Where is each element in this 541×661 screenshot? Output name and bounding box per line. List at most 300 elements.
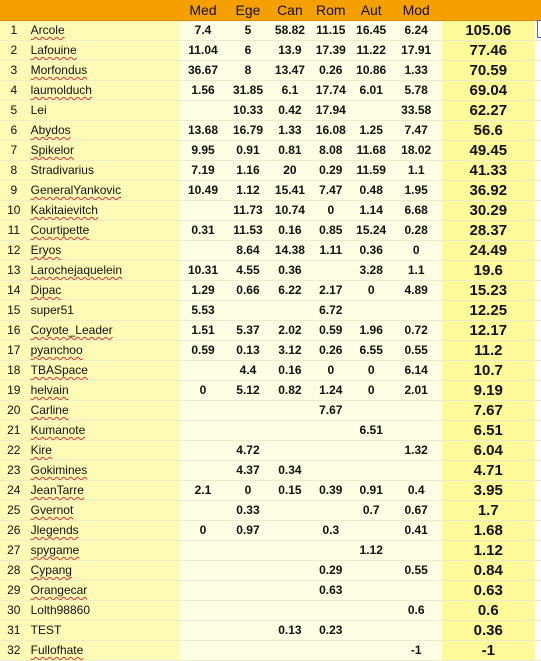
header-cell-can[interactable]: Can bbox=[270, 0, 310, 21]
score-cell-med[interactable] bbox=[180, 641, 226, 661]
score-cell-can[interactable]: 0.36 bbox=[270, 261, 310, 281]
player-name-cell[interactable] bbox=[28, 521, 180, 541]
score-cell-mod[interactable]: 1.32 bbox=[391, 441, 442, 461]
score-cell-mod[interactable]: 33.58 bbox=[391, 101, 442, 121]
score-cell-med[interactable]: 11.04 bbox=[180, 41, 226, 61]
score-cell-aut[interactable]: 1.12 bbox=[352, 541, 391, 561]
score-cell-rom[interactable]: 0.3 bbox=[310, 521, 352, 541]
score-cell-ege[interactable]: 6 bbox=[226, 41, 270, 61]
score-cell-med[interactable] bbox=[180, 601, 226, 621]
total-cell[interactable]: 6.51 bbox=[442, 421, 535, 441]
row-number-cell[interactable]: 26 bbox=[0, 521, 28, 541]
score-cell-med[interactable]: 7.19 bbox=[180, 161, 226, 181]
score-cell-med[interactable]: 0 bbox=[180, 381, 226, 401]
score-cell-can[interactable]: 6.22 bbox=[270, 281, 310, 301]
score-cell-can[interactable]: 0.81 bbox=[270, 141, 310, 161]
player-name-cell[interactable] bbox=[28, 461, 180, 481]
edge-cell[interactable] bbox=[535, 461, 541, 481]
score-cell-aut[interactable]: 0.7 bbox=[352, 501, 391, 521]
total-cell[interactable]: 12.25 bbox=[442, 301, 535, 321]
total-cell[interactable]: 49.45 bbox=[442, 141, 535, 161]
score-cell-can[interactable] bbox=[270, 581, 310, 601]
score-cell-med[interactable] bbox=[180, 421, 226, 441]
player-name-cell[interactable] bbox=[28, 101, 180, 121]
total-cell[interactable]: 11.2 bbox=[442, 341, 535, 361]
score-cell-rom[interactable]: 1.11 bbox=[310, 241, 352, 261]
row-number-cell[interactable]: 24 bbox=[0, 481, 28, 501]
score-cell-aut[interactable] bbox=[352, 561, 391, 581]
total-cell[interactable]: 36.92 bbox=[442, 181, 535, 201]
score-cell-med[interactable] bbox=[180, 621, 226, 641]
edge-cell[interactable] bbox=[535, 141, 541, 161]
score-cell-aut[interactable] bbox=[352, 621, 391, 641]
edge-cell[interactable] bbox=[535, 321, 541, 341]
score-cell-can[interactable] bbox=[270, 601, 310, 621]
edge-cell[interactable] bbox=[535, 61, 541, 81]
score-cell-can[interactable]: 15.41 bbox=[270, 181, 310, 201]
score-cell-can[interactable] bbox=[270, 301, 310, 321]
score-cell-mod[interactable]: 0.28 bbox=[391, 221, 442, 241]
score-cell-rom[interactable]: 0.29 bbox=[310, 161, 352, 181]
player-name-cell[interactable] bbox=[28, 501, 180, 521]
score-cell-ege[interactable]: 1.16 bbox=[226, 161, 270, 181]
row-number-cell[interactable]: 13 bbox=[0, 261, 28, 281]
edge-cell[interactable] bbox=[535, 421, 541, 441]
score-cell-rom[interactable]: 0 bbox=[310, 201, 352, 221]
total-cell[interactable]: 105.06 bbox=[442, 21, 535, 41]
total-cell[interactable]: 7.67 bbox=[442, 401, 535, 421]
player-name-cell[interactable] bbox=[28, 281, 180, 301]
score-cell-med[interactable] bbox=[180, 401, 226, 421]
score-cell-aut[interactable]: 16.45 bbox=[352, 21, 391, 41]
player-name-cell[interactable] bbox=[28, 181, 180, 201]
score-cell-rom[interactable]: 0.26 bbox=[310, 61, 352, 81]
total-cell[interactable]: 1.68 bbox=[442, 521, 535, 541]
score-cell-mod[interactable]: 0.72 bbox=[391, 321, 442, 341]
score-cell-aut[interactable]: 6.01 bbox=[352, 81, 391, 101]
score-cell-aut[interactable]: 10.86 bbox=[352, 61, 391, 81]
score-cell-can[interactable] bbox=[270, 641, 310, 661]
score-cell-ege[interactable] bbox=[226, 621, 270, 641]
score-cell-ege[interactable] bbox=[226, 301, 270, 321]
player-name-cell[interactable] bbox=[28, 21, 180, 41]
score-cell-med[interactable]: 36.67 bbox=[180, 61, 226, 81]
score-cell-med[interactable] bbox=[180, 461, 226, 481]
row-number-cell[interactable]: 25 bbox=[0, 501, 28, 521]
score-cell-ege[interactable] bbox=[226, 641, 270, 661]
score-cell-ege[interactable]: 5 bbox=[226, 21, 270, 41]
score-cell-rom[interactable]: 0.63 bbox=[310, 581, 352, 601]
total-cell[interactable]: 0.63 bbox=[442, 581, 535, 601]
score-cell-aut[interactable]: 0 bbox=[352, 281, 391, 301]
row-number-cell[interactable]: 31 bbox=[0, 621, 28, 641]
player-name-cell[interactable] bbox=[28, 641, 180, 661]
edge-cell[interactable] bbox=[535, 261, 541, 281]
score-cell-med[interactable]: 1.29 bbox=[180, 281, 226, 301]
score-cell-aut[interactable]: 6.55 bbox=[352, 341, 391, 361]
row-number-cell[interactable]: 29 bbox=[0, 581, 28, 601]
score-cell-aut[interactable]: 0 bbox=[352, 361, 391, 381]
score-cell-ege[interactable]: 31.85 bbox=[226, 81, 270, 101]
row-number-cell[interactable]: 15 bbox=[0, 301, 28, 321]
score-cell-aut[interactable] bbox=[352, 521, 391, 541]
score-cell-rom[interactable]: 11.15 bbox=[310, 21, 352, 41]
score-cell-can[interactable]: 0.16 bbox=[270, 221, 310, 241]
score-cell-ege[interactable] bbox=[226, 541, 270, 561]
score-cell-aut[interactable]: 0.36 bbox=[352, 241, 391, 261]
row-number-cell[interactable]: 14 bbox=[0, 281, 28, 301]
score-cell-mod[interactable]: 0.55 bbox=[391, 561, 442, 581]
row-number-cell[interactable]: 28 bbox=[0, 561, 28, 581]
score-cell-rom[interactable]: 1.24 bbox=[310, 381, 352, 401]
score-cell-can[interactable] bbox=[270, 561, 310, 581]
player-name-cell[interactable] bbox=[28, 381, 180, 401]
edge-cell[interactable] bbox=[535, 241, 541, 261]
score-cell-mod[interactable]: 18.02 bbox=[391, 141, 442, 161]
score-cell-ege[interactable]: 0.66 bbox=[226, 281, 270, 301]
score-cell-med[interactable]: 0.31 bbox=[180, 221, 226, 241]
row-number-cell[interactable]: 2 bbox=[0, 41, 28, 61]
score-cell-mod[interactable] bbox=[391, 621, 442, 641]
row-number-cell[interactable]: 17 bbox=[0, 341, 28, 361]
score-cell-rom[interactable]: 17.74 bbox=[310, 81, 352, 101]
score-cell-ege[interactable]: 5.37 bbox=[226, 321, 270, 341]
score-cell-aut[interactable]: 11.22 bbox=[352, 41, 391, 61]
player-name-cell[interactable] bbox=[28, 141, 180, 161]
score-cell-aut[interactable]: 11.59 bbox=[352, 161, 391, 181]
score-cell-rom[interactable]: 8.08 bbox=[310, 141, 352, 161]
score-cell-ege[interactable]: 0.97 bbox=[226, 521, 270, 541]
score-cell-ege[interactable]: 4.4 bbox=[226, 361, 270, 381]
score-cell-med[interactable]: 5.53 bbox=[180, 301, 226, 321]
score-cell-aut[interactable]: 0 bbox=[352, 381, 391, 401]
row-number-cell[interactable]: 5 bbox=[0, 101, 28, 121]
player-name-cell[interactable] bbox=[28, 621, 180, 641]
score-cell-rom[interactable] bbox=[310, 421, 352, 441]
edge-cell[interactable] bbox=[535, 181, 541, 201]
edge-cell[interactable] bbox=[535, 101, 541, 121]
row-number-cell[interactable]: 4 bbox=[0, 81, 28, 101]
score-cell-ege[interactable]: 4.37 bbox=[226, 461, 270, 481]
score-cell-aut[interactable]: 1.25 bbox=[352, 121, 391, 141]
score-cell-ege[interactable]: 4.72 bbox=[226, 441, 270, 461]
row-number-cell[interactable]: 20 bbox=[0, 401, 28, 421]
row-number-cell[interactable]: 9 bbox=[0, 181, 28, 201]
score-cell-can[interactable]: 13.47 bbox=[270, 61, 310, 81]
score-cell-can[interactable]: 0.42 bbox=[270, 101, 310, 121]
score-cell-med[interactable] bbox=[180, 561, 226, 581]
score-cell-mod[interactable] bbox=[391, 401, 442, 421]
score-cell-rom[interactable] bbox=[310, 441, 352, 461]
score-cell-med[interactable]: 10.49 bbox=[180, 181, 226, 201]
score-cell-can[interactable]: 6.1 bbox=[270, 81, 310, 101]
score-cell-mod[interactable]: 1.1 bbox=[391, 261, 442, 281]
score-cell-aut[interactable] bbox=[352, 101, 391, 121]
score-cell-rom[interactable]: 0.23 bbox=[310, 621, 352, 641]
score-cell-aut[interactable] bbox=[352, 461, 391, 481]
total-cell[interactable]: 6.04 bbox=[442, 441, 535, 461]
edge-cell[interactable] bbox=[535, 41, 541, 61]
score-cell-med[interactable] bbox=[180, 501, 226, 521]
score-cell-mod[interactable] bbox=[391, 421, 442, 441]
player-name-cell[interactable] bbox=[28, 261, 180, 281]
score-cell-med[interactable]: 13.68 bbox=[180, 121, 226, 141]
score-cell-ege[interactable]: 8 bbox=[226, 61, 270, 81]
player-name-cell[interactable] bbox=[28, 161, 180, 181]
row-number-cell[interactable]: 27 bbox=[0, 541, 28, 561]
player-name-cell[interactable] bbox=[28, 441, 180, 461]
score-cell-aut[interactable] bbox=[352, 641, 391, 661]
score-cell-ege[interactable]: 8.64 bbox=[226, 241, 270, 261]
score-cell-rom[interactable] bbox=[310, 601, 352, 621]
score-cell-can[interactable]: 14.38 bbox=[270, 241, 310, 261]
total-cell[interactable]: 9.19 bbox=[442, 381, 535, 401]
row-number-cell[interactable]: 16 bbox=[0, 321, 28, 341]
total-cell[interactable]: 15.23 bbox=[442, 281, 535, 301]
score-cell-can[interactable]: 0.16 bbox=[270, 361, 310, 381]
score-cell-aut[interactable]: 1.14 bbox=[352, 201, 391, 221]
total-cell[interactable]: 77.46 bbox=[442, 41, 535, 61]
score-cell-med[interactable] bbox=[180, 541, 226, 561]
score-cell-can[interactable]: 0.15 bbox=[270, 481, 310, 501]
row-number-cell[interactable]: 30 bbox=[0, 601, 28, 621]
score-cell-rom[interactable] bbox=[310, 501, 352, 521]
score-cell-mod[interactable]: 2.01 bbox=[391, 381, 442, 401]
edge-cell[interactable] bbox=[535, 501, 541, 521]
player-name-cell[interactable] bbox=[28, 421, 180, 441]
score-cell-mod[interactable] bbox=[391, 581, 442, 601]
score-cell-mod[interactable] bbox=[391, 301, 442, 321]
header-cell-num[interactable] bbox=[0, 0, 28, 21]
total-cell[interactable]: 41.33 bbox=[442, 161, 535, 181]
player-name-cell[interactable] bbox=[28, 601, 180, 621]
total-cell[interactable]: 0.36 bbox=[442, 621, 535, 641]
score-cell-med[interactable] bbox=[180, 361, 226, 381]
score-cell-ege[interactable] bbox=[226, 581, 270, 601]
row-number-cell[interactable]: 7 bbox=[0, 141, 28, 161]
total-cell[interactable]: 12.17 bbox=[442, 321, 535, 341]
edge-cell[interactable] bbox=[535, 221, 541, 241]
score-cell-rom[interactable]: 0 bbox=[310, 361, 352, 381]
score-cell-ege[interactable] bbox=[226, 601, 270, 621]
score-cell-rom[interactable]: 2.17 bbox=[310, 281, 352, 301]
score-cell-mod[interactable]: 0.41 bbox=[391, 521, 442, 541]
score-cell-can[interactable]: 10.74 bbox=[270, 201, 310, 221]
score-cell-med[interactable]: 2.1 bbox=[180, 481, 226, 501]
player-name-cell[interactable] bbox=[28, 301, 180, 321]
score-cell-aut[interactable]: 6.51 bbox=[352, 421, 391, 441]
score-cell-med[interactable]: 0 bbox=[180, 521, 226, 541]
total-cell[interactable]: 24.49 bbox=[442, 241, 535, 261]
row-number-cell[interactable]: 8 bbox=[0, 161, 28, 181]
edge-cell[interactable] bbox=[535, 641, 541, 661]
score-cell-mod[interactable]: 1.1 bbox=[391, 161, 442, 181]
score-cell-aut[interactable]: 1.96 bbox=[352, 321, 391, 341]
score-cell-med[interactable] bbox=[180, 441, 226, 461]
score-cell-mod[interactable]: 5.78 bbox=[391, 81, 442, 101]
header-cell-edge[interactable] bbox=[535, 0, 541, 21]
score-cell-mod[interactable]: 1.33 bbox=[391, 61, 442, 81]
header-cell-mod[interactable]: Mod bbox=[391, 0, 442, 21]
edge-cell[interactable] bbox=[535, 341, 541, 361]
player-name-cell[interactable] bbox=[28, 221, 180, 241]
score-cell-mod[interactable]: 6.24 bbox=[391, 21, 442, 41]
total-cell[interactable]: 28.37 bbox=[442, 221, 535, 241]
score-cell-med[interactable] bbox=[180, 241, 226, 261]
edge-cell[interactable] bbox=[535, 441, 541, 461]
score-cell-rom[interactable] bbox=[310, 641, 352, 661]
header-cell-rom[interactable]: Rom bbox=[310, 0, 352, 21]
total-cell[interactable]: 3.95 bbox=[442, 481, 535, 501]
score-cell-can[interactable]: 0.34 bbox=[270, 461, 310, 481]
edge-cell[interactable] bbox=[535, 581, 541, 601]
score-cell-med[interactable]: 0.59 bbox=[180, 341, 226, 361]
row-number-cell[interactable]: 19 bbox=[0, 381, 28, 401]
row-number-cell[interactable]: 12 bbox=[0, 241, 28, 261]
score-cell-aut[interactable] bbox=[352, 401, 391, 421]
score-cell-rom[interactable]: 6.72 bbox=[310, 301, 352, 321]
score-cell-can[interactable]: 13.9 bbox=[270, 41, 310, 61]
total-cell[interactable]: 69.04 bbox=[442, 81, 535, 101]
edge-cell[interactable] bbox=[535, 201, 541, 221]
score-cell-can[interactable] bbox=[270, 441, 310, 461]
row-number-cell[interactable]: 1 bbox=[0, 21, 28, 41]
player-name-cell[interactable] bbox=[28, 121, 180, 141]
score-cell-can[interactable] bbox=[270, 541, 310, 561]
total-cell[interactable]: 1.12 bbox=[442, 541, 535, 561]
edge-cell[interactable] bbox=[535, 601, 541, 621]
score-cell-aut[interactable]: 15.24 bbox=[352, 221, 391, 241]
score-cell-ege[interactable]: 4.55 bbox=[226, 261, 270, 281]
score-cell-can[interactable] bbox=[270, 421, 310, 441]
row-number-cell[interactable]: 32 bbox=[0, 641, 28, 661]
score-cell-mod[interactable]: 0.4 bbox=[391, 481, 442, 501]
total-cell[interactable]: 0.6 bbox=[442, 601, 535, 621]
score-cell-rom[interactable] bbox=[310, 541, 352, 561]
score-cell-rom[interactable]: 0.26 bbox=[310, 341, 352, 361]
edge-cell[interactable] bbox=[535, 401, 541, 421]
score-cell-aut[interactable] bbox=[352, 441, 391, 461]
score-cell-mod[interactable] bbox=[391, 461, 442, 481]
edge-cell[interactable] bbox=[535, 301, 541, 321]
score-cell-ege[interactable] bbox=[226, 401, 270, 421]
score-cell-mod[interactable]: 6.68 bbox=[391, 201, 442, 221]
score-cell-aut[interactable]: 0.48 bbox=[352, 181, 391, 201]
header-cell-med[interactable]: Med bbox=[180, 0, 226, 21]
total-cell[interactable]: 70.59 bbox=[442, 61, 535, 81]
score-cell-aut[interactable]: 3.28 bbox=[352, 261, 391, 281]
score-cell-ege[interactable] bbox=[226, 421, 270, 441]
score-cell-med[interactable] bbox=[180, 101, 226, 121]
row-number-cell[interactable]: 21 bbox=[0, 421, 28, 441]
score-cell-med[interactable]: 1.56 bbox=[180, 81, 226, 101]
score-cell-ege[interactable] bbox=[226, 561, 270, 581]
score-cell-mod[interactable]: 0.6 bbox=[391, 601, 442, 621]
score-cell-med[interactable] bbox=[180, 581, 226, 601]
edge-cell[interactable] bbox=[535, 161, 541, 181]
score-cell-ege[interactable]: 16.79 bbox=[226, 121, 270, 141]
score-cell-mod[interactable]: 1.95 bbox=[391, 181, 442, 201]
header-cell-name[interactable] bbox=[28, 0, 180, 21]
score-cell-can[interactable]: 0.13 bbox=[270, 621, 310, 641]
score-cell-aut[interactable]: 0.91 bbox=[352, 481, 391, 501]
header-cell-ege[interactable]: Ege bbox=[226, 0, 270, 21]
score-cell-mod[interactable]: 7.47 bbox=[391, 121, 442, 141]
edge-cell[interactable] bbox=[535, 81, 541, 101]
score-cell-can[interactable]: 3.12 bbox=[270, 341, 310, 361]
total-cell[interactable]: 10.7 bbox=[442, 361, 535, 381]
score-cell-rom[interactable] bbox=[310, 261, 352, 281]
score-cell-ege[interactable]: 0.91 bbox=[226, 141, 270, 161]
player-name-cell[interactable] bbox=[28, 581, 180, 601]
header-cell-aut[interactable]: Aut bbox=[352, 0, 391, 21]
total-cell[interactable]: 0.84 bbox=[442, 561, 535, 581]
score-cell-mod[interactable]: 0 bbox=[391, 241, 442, 261]
edge-cell[interactable] bbox=[535, 361, 541, 381]
player-name-cell[interactable] bbox=[28, 361, 180, 381]
score-cell-rom[interactable]: 0.29 bbox=[310, 561, 352, 581]
score-cell-mod[interactable]: 0.67 bbox=[391, 501, 442, 521]
score-cell-can[interactable]: 20 bbox=[270, 161, 310, 181]
score-cell-mod[interactable] bbox=[391, 541, 442, 561]
row-number-cell[interactable]: 22 bbox=[0, 441, 28, 461]
score-cell-rom[interactable] bbox=[310, 461, 352, 481]
score-cell-med[interactable]: 1.51 bbox=[180, 321, 226, 341]
total-cell[interactable]: 30.29 bbox=[442, 201, 535, 221]
player-name-cell[interactable] bbox=[28, 81, 180, 101]
header-cell-total[interactable] bbox=[442, 0, 535, 21]
total-cell[interactable]: 1.7 bbox=[442, 501, 535, 521]
score-cell-can[interactable] bbox=[270, 521, 310, 541]
player-name-cell[interactable] bbox=[28, 561, 180, 581]
score-cell-med[interactable]: 7.4 bbox=[180, 21, 226, 41]
row-number-cell[interactable]: 6 bbox=[0, 121, 28, 141]
score-cell-can[interactable]: 1.33 bbox=[270, 121, 310, 141]
score-cell-rom[interactable]: 0.39 bbox=[310, 481, 352, 501]
score-cell-can[interactable]: 58.82 bbox=[270, 21, 310, 41]
total-cell[interactable]: 62.27 bbox=[442, 101, 535, 121]
player-name-cell[interactable] bbox=[28, 41, 180, 61]
score-cell-ege[interactable]: 0 bbox=[226, 481, 270, 501]
player-name-cell[interactable] bbox=[28, 341, 180, 361]
player-name-cell[interactable] bbox=[28, 61, 180, 81]
edge-cell[interactable] bbox=[535, 381, 541, 401]
score-cell-rom[interactable]: 7.47 bbox=[310, 181, 352, 201]
row-number-cell[interactable]: 11 bbox=[0, 221, 28, 241]
score-cell-ege[interactable]: 11.53 bbox=[226, 221, 270, 241]
score-cell-can[interactable]: 2.02 bbox=[270, 321, 310, 341]
score-cell-mod[interactable]: 4.89 bbox=[391, 281, 442, 301]
score-cell-can[interactable] bbox=[270, 501, 310, 521]
edge-cell[interactable] bbox=[535, 121, 541, 141]
score-cell-mod[interactable]: 6.14 bbox=[391, 361, 442, 381]
total-cell[interactable]: 56.6 bbox=[442, 121, 535, 141]
score-cell-med[interactable] bbox=[180, 201, 226, 221]
total-cell[interactable]: 19.6 bbox=[442, 261, 535, 281]
score-cell-rom[interactable]: 0.85 bbox=[310, 221, 352, 241]
edge-cell[interactable] bbox=[535, 521, 541, 541]
row-number-cell[interactable]: 23 bbox=[0, 461, 28, 481]
score-cell-aut[interactable]: 11.68 bbox=[352, 141, 391, 161]
edge-cell[interactable] bbox=[535, 561, 541, 581]
player-name-cell[interactable] bbox=[28, 201, 180, 221]
score-cell-rom[interactable]: 7.67 bbox=[310, 401, 352, 421]
score-cell-ege[interactable]: 0.33 bbox=[226, 501, 270, 521]
player-name-cell[interactable] bbox=[28, 481, 180, 501]
score-cell-ege[interactable]: 10.33 bbox=[226, 101, 270, 121]
total-cell[interactable]: -1 bbox=[442, 641, 535, 661]
score-cell-can[interactable] bbox=[270, 401, 310, 421]
